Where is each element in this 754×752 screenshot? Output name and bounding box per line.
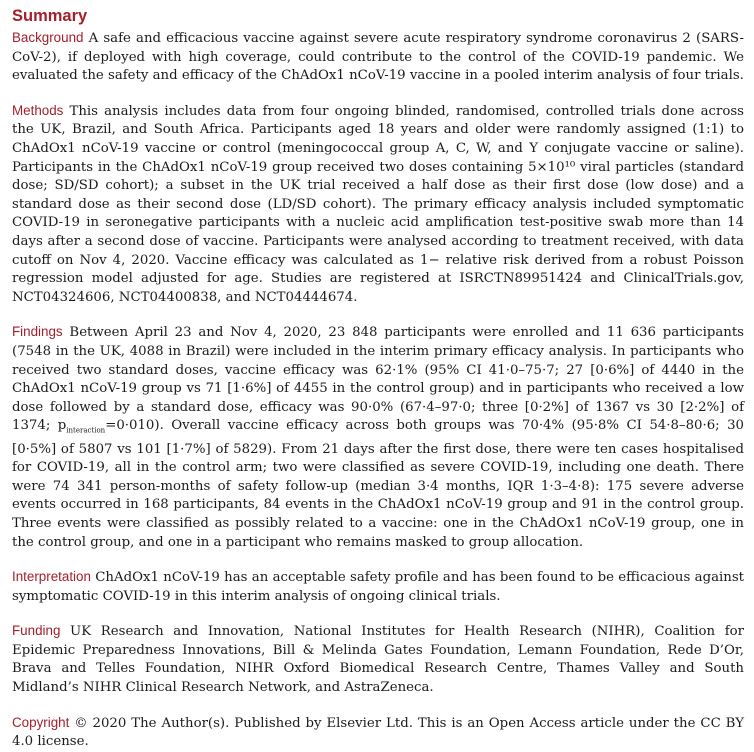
findings-subscript: interaction [66,426,106,435]
copyright-heading: Copyright [12,714,70,730]
methods-section [12,102,744,308]
funding-section [12,622,744,697]
methods-text: This analysis includes data from four ongoing blinded, randomised, controlled trials done across the UK, Brazil, and South Africa. Participants aged 18 years and older were randomly assigned (1:1) to ChAdOx1 nCoV-19 vaccine or control (meningococcal group A, C, W, and Y conjugate vaccine or saline). Participants in the ChAdOx1 nCoV-19 group received two doses containing 5×10¹⁰ viral particles (standard dose; SD/SD cohort); a subset in the UK trial received a half dose as their first dose (low dose) and a standard dose as their second dose (LD/SD cohort). The primary efficacy analysis included symptomatic COVID-19 in seronegative participants with a nucleic acid amplification test-positive swab more than 14 days after a second dose of vaccine. Participants were analysed according to treatment received, with data cutoff on Nov 4, 2020. Vaccine efficacy was calculated as 1− relative risk derived from a robust Poisson regression model adjusted for age. Studies are registered at ISRCTN89951424 and ClinicalTrials.gov, NCT04324606, NCT04400838, and NCT04444674. [12,103,745,305]
funding-heading: Funding [12,623,61,639]
copyright-text: © 2020 The Author(s). Published by Elsevier Ltd. This is an Open Access article under the CC BY 4.0 license. [12,715,744,750]
background-text: A safe and efficacious vaccine against severe acute respiratory syndrome coronavirus 2 (SARS-CoV-2), if deployed with high coverage, could contribute to the control of the COVID-19 pandemic. We evaluated the safety and efficacy of the ChAdOx1 nCoV-19 vaccine in a pooled interim analysis of four trials. [12,31,745,84]
copyright-section [12,714,744,752]
methods-heading: Methods [12,102,64,118]
funding-text: UK Research and Innovation, National Institutes for Health Research (NIHR), Coalition for Epidemic Preparedness Innovations, Bill & Melinda Gates Foundation, Lemann Foundation, Rede D’Or, Brava and Telles Foundation, NIHR Oxford Biomedical Research Centre, Thames Valley and South Midland’s NIHR Clinical Research Network, and AstraZeneca. [12,624,744,696]
interpretation-section [12,568,744,606]
findings-text: Between April 23 and Nov 4, 2020, 23 848 participants were enrolled and 11 636 participants (7548 in the UK, 4088 in Brazil) were included in the interim primary efficacy analysis. In participants who received two standard doses, vaccine efficacy was 62·1% (95% CI 41·0–75·7; 27 [0·6%] of 4440 in the ChAdOx1 nCoV-19 group vs 71 [1·6%] of 4455 in the control group) and in participants who received a low dose followed by a standard dose, efficacy was 90·0% (67·4–97·0; three [0·2%] of 1367 vs 30 [2·2%] of 1374; p [12,325,744,434]
findings-section [12,323,744,552]
summary-title: Summary [12,7,88,25]
background-heading: Background [12,30,84,45]
findings-heading: Findings [12,324,63,340]
interpretation-heading: Interpretation [12,569,91,585]
findings-text-continued: =0·010). Overall vaccine efficacy across both groups was 70·4% (95·8% CI 54·8–80·6; 30 [0·5%] of 5807 vs 101 [1·7%] of 5829). From 21 days after the first dose, there were ten cases hospitalised for COVID-19, all in the control arm; two were classified as severe COVID-19, including one death. There were 74 341 person-months of safety follow-up (median 3·4 months, IQR 1·3–4·8): 175 severe adverse events occurred in 168 participants, 84 events in the ChAdOx1 nCoV-19 group and 91 in the control group. Three events were classified as possibly related to a vaccine: one in the ChAdOx1 nCoV-19 group, one in the control group, and one in a participant who remains masked to group allocation. [12,418,745,550]
interpretation-text: ChAdOx1 nCoV-19 has an acceptable safety profile and has been found to be efficacious against symptomatic COVID-19 in this interim analysis of ongoing clinical trials. [12,570,744,604]
background-section [12,29,744,86]
